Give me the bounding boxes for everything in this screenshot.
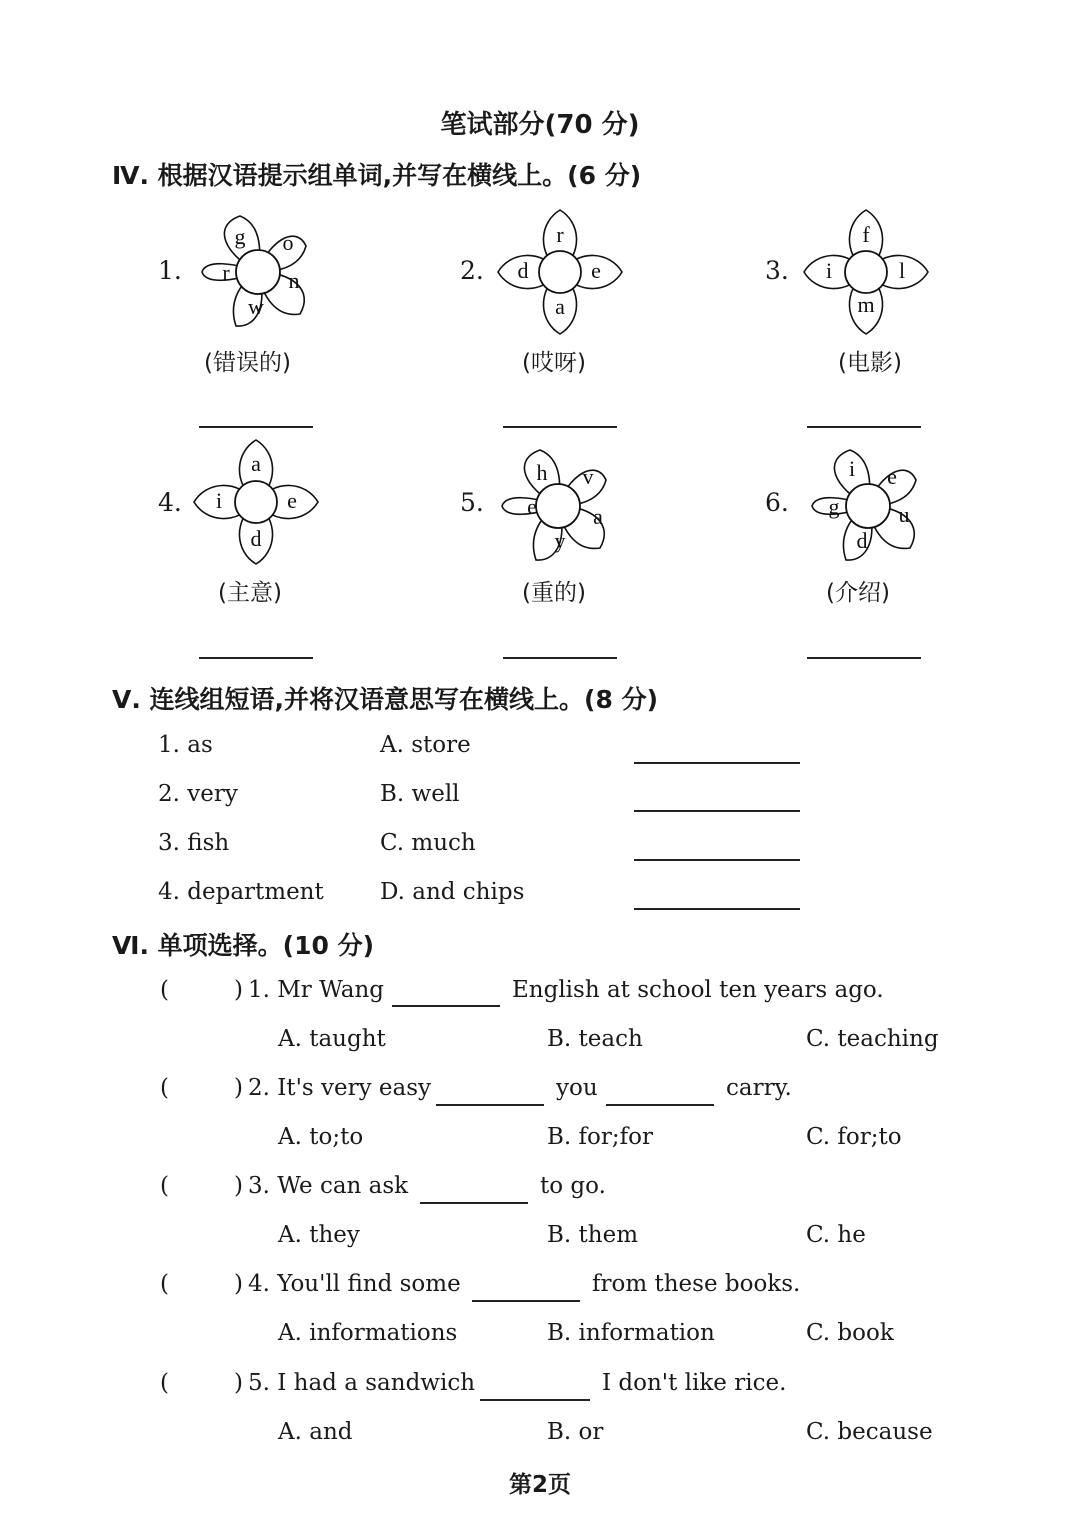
match-right-2: B. well <box>380 781 460 807</box>
match-right-4: D. and chips <box>380 879 525 905</box>
item-5-number: 5. <box>460 488 484 517</box>
q4-text-a: 4. You'll find some <box>248 1271 461 1297</box>
q2-option-c: C. for;to <box>806 1124 902 1150</box>
item-5-answer-line <box>503 657 617 659</box>
flower-6-letter-1: i <box>848 456 856 481</box>
match-answer-line-2 <box>634 810 800 812</box>
flower-1-letter-1: g <box>234 224 246 249</box>
q5-text-a: 5. I had a sandwich <box>248 1370 476 1396</box>
q5-option-a: A. and <box>278 1419 353 1445</box>
item-2-hint: (哎呀) <box>522 350 586 376</box>
match-left-2: 2. very <box>158 781 238 807</box>
section-4-heading: Ⅳ. 根据汉语提示组单词,并写在横线上。(6 分) <box>112 161 642 190</box>
match-left-4: 4. department <box>158 879 324 905</box>
flower-4-letter-3: d <box>250 526 262 551</box>
item-4-answer-line <box>199 657 313 659</box>
flower-6 <box>806 444 930 568</box>
q4-option-a: A. informations <box>278 1320 458 1346</box>
q4-paren-close: ) <box>234 1271 243 1297</box>
q4-text-b: from these books. <box>592 1271 801 1297</box>
q2-text-a: 2. It's very easy <box>248 1075 432 1101</box>
q3-paren-close: ) <box>234 1173 243 1199</box>
item-1-hint: (错误的) <box>204 350 291 376</box>
flower-1-letter-5: r <box>222 260 230 285</box>
item-2-answer-line <box>503 426 617 428</box>
q3-option-b: B. them <box>547 1222 639 1248</box>
match-right-1: A. store <box>380 732 471 758</box>
flower-3-letter-1: f <box>862 222 870 247</box>
q1-option-c: C. teaching <box>806 1026 939 1052</box>
q3-text-a: 3. We can ask <box>248 1173 409 1199</box>
item-3-hint: (电影) <box>838 350 902 376</box>
item-4-number: 4. <box>158 488 182 517</box>
flower-2-letter-4: d <box>517 258 529 283</box>
q1-paren-close: ) <box>234 977 243 1003</box>
q5-paren-open: ( <box>160 1370 169 1396</box>
item-5-hint: (重的) <box>522 580 586 606</box>
flower-1 <box>196 210 320 334</box>
flower-6-letter-5: g <box>828 494 840 519</box>
q5-paren-close: ) <box>234 1370 243 1396</box>
item-3-answer-line <box>807 426 921 428</box>
match-answer-line-4 <box>634 908 800 910</box>
q1-blank <box>392 1005 500 1007</box>
q4-option-c: C. book <box>806 1320 894 1346</box>
q2-blank-1 <box>436 1104 544 1106</box>
flower-1-letter-4: w <box>248 294 264 319</box>
flower-6-letter-2: e <box>887 464 897 489</box>
item-2-number: 2. <box>460 256 484 285</box>
flower-3 <box>802 208 930 336</box>
q2-option-b: B. for;for <box>547 1124 653 1150</box>
flower-2 <box>496 208 624 336</box>
item-6-answer-line <box>807 657 921 659</box>
match-answer-line-1 <box>634 762 800 764</box>
flower-1-letter-2: o <box>282 230 294 255</box>
q1-text-a: 1. Mr Wang <box>248 977 385 1003</box>
match-right-3: C. much <box>380 830 476 856</box>
item-1-number: 1. <box>158 256 182 285</box>
flower-5-letter-4: y <box>554 528 566 553</box>
flower-3-letter-4: i <box>825 258 833 283</box>
q4-blank <box>472 1300 580 1302</box>
flower-5-letter-2: v <box>582 464 594 489</box>
page-number: 第2页 <box>508 1472 571 1498</box>
q5-option-b: B. or <box>547 1419 604 1445</box>
q5-text-b: I don't like rice. <box>602 1370 787 1396</box>
match-left-1: 1. as <box>158 732 213 758</box>
q3-blank <box>420 1202 528 1204</box>
flower-1-letter-3: n <box>288 268 300 293</box>
item-1-answer-line <box>199 426 313 428</box>
item-6-hint: (介绍) <box>826 580 890 606</box>
item-4-hint: (主意) <box>218 580 282 606</box>
flower-2-letter-2: e <box>591 258 601 283</box>
flower-4-letter-4: i <box>215 488 223 513</box>
q1-text-b: English at school ten years ago. <box>512 977 884 1003</box>
q2-paren-open: ( <box>160 1075 169 1101</box>
q1-option-a: A. taught <box>278 1026 386 1052</box>
flower-4 <box>192 438 320 566</box>
q2-paren-close: ) <box>234 1075 243 1101</box>
section-5-heading: Ⅴ. 连线组短语,并将汉语意思写在横线上。(8 分) <box>112 685 658 714</box>
item-6-number: 6. <box>765 488 789 517</box>
flower-4-letter-1: a <box>251 451 261 476</box>
q1-option-b: B. teach <box>547 1026 643 1052</box>
item-3-number: 3. <box>765 256 789 285</box>
flower-4-letter-2: e <box>287 488 297 513</box>
flower-5-letter-5: e <box>527 494 537 519</box>
q3-option-c: C. he <box>806 1222 866 1248</box>
q2-blank-2 <box>606 1104 714 1106</box>
match-answer-line-3 <box>634 859 800 861</box>
q4-option-b: B. information <box>547 1320 715 1346</box>
flower-2-letter-3: a <box>555 294 565 319</box>
flower-2-letter-1: r <box>556 222 564 247</box>
flower-5 <box>496 444 620 568</box>
flower-5-letter-1: h <box>536 460 548 485</box>
flower-3-letter-2: l <box>898 258 906 283</box>
section-6-heading: Ⅵ. 单项选择。(10 分) <box>112 931 375 960</box>
page-title: 笔试部分(70 分) <box>440 110 640 140</box>
flower-6-letter-4: d <box>856 528 868 553</box>
q3-option-a: A. they <box>278 1222 360 1248</box>
q2-option-a: A. to;to <box>278 1124 364 1150</box>
flower-6-letter-3: u <box>898 502 910 527</box>
match-left-3: 3. fish <box>158 830 230 856</box>
q1-paren-open: ( <box>160 977 169 1003</box>
q4-paren-open: ( <box>160 1271 169 1297</box>
q5-blank <box>480 1399 590 1401</box>
flower-3-letter-3: m <box>857 292 875 317</box>
q2-text-c: carry. <box>726 1075 792 1101</box>
q2-text-b: you <box>556 1075 598 1101</box>
q5-option-c: C. because <box>806 1419 933 1445</box>
q3-paren-open: ( <box>160 1173 169 1199</box>
flower-5-letter-3: a <box>593 504 603 529</box>
q3-text-b: to go. <box>540 1173 606 1199</box>
